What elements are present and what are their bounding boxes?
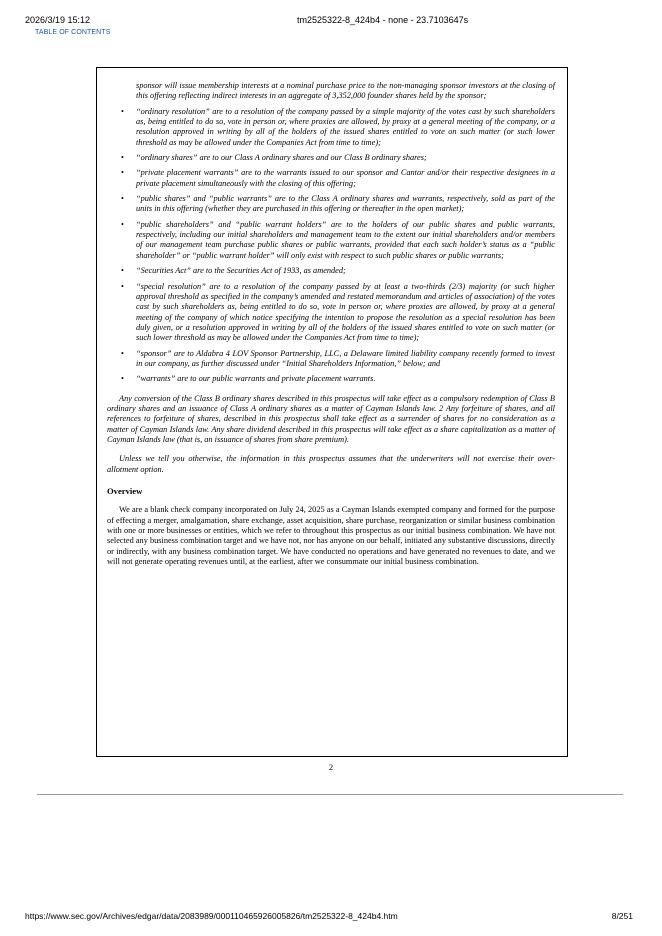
definition-item bbox=[107, 266, 555, 276]
bullet-icon: • bbox=[121, 106, 124, 116]
print-url: https://www.sec.gov/Archives/edgar/data/2083989/000110465926005826/tm2525322-8_424b4.htm bbox=[25, 911, 398, 921]
bullet-icon: • bbox=[121, 168, 124, 178]
document-page-frame bbox=[96, 67, 568, 757]
definition-text: “ordinary shares” are to our Class A ordinary shares and our Class B ordinary shares; bbox=[136, 153, 427, 163]
definitions-list bbox=[107, 107, 555, 385]
definition-item bbox=[107, 107, 555, 148]
definition-text: “public shareholders” and “public warrant holders” are to the holders of our public shares and public warrants, respectively, including our initial shareholders and management team to the extent our initial shareholders and/or members of our management team purchase public shares or public warrants, provided that each such holder’s status as a “public shareholder” or “public warrant holder” will only exist with respect to such public shares or public warrants; bbox=[136, 219, 555, 260]
bullet-icon: • bbox=[121, 219, 124, 229]
definition-item bbox=[107, 168, 555, 189]
bullet-icon: • bbox=[121, 281, 124, 291]
bullet-icon: • bbox=[121, 266, 124, 276]
page-divider bbox=[37, 794, 623, 795]
definition-text: “warrants” are to our public warrants and private placement warrants. bbox=[136, 374, 376, 384]
definition-text: “public shares” and “public warrants” are to the Class A ordinary shares and warrants, respectively, sold as part of the units in this offering (whether they are purchased in this offering or thereafter in the open market); bbox=[136, 194, 555, 214]
definition-item bbox=[107, 349, 555, 370]
overview-heading: Overview bbox=[107, 486, 143, 496]
table-of-contents-link[interactable]: TABLE OF CONTENTS bbox=[35, 29, 111, 36]
definition-item bbox=[107, 282, 555, 344]
definition-item bbox=[107, 220, 555, 261]
definition-text: “Securities Act” are to the Securities Act of 1933, as amended; bbox=[136, 266, 346, 276]
document-content bbox=[107, 81, 555, 567]
bullet-icon: • bbox=[121, 153, 124, 163]
print-date: 2026/3/19 15:12 bbox=[25, 15, 91, 25]
bullet-icon: • bbox=[121, 374, 124, 384]
definition-text: “sponsor” are to Aldabra 4 LOV Sponsor Partnership, LLC, a Delaware limited liability company recently formed to invest in our company, as further discussed under “Initial Shareholders Information,” below; and bbox=[136, 348, 555, 368]
print-doc-title: tm2525322-8_424b4 - none - 23.7103647s bbox=[297, 15, 469, 25]
definition-item bbox=[107, 194, 555, 215]
continued-definition-text: sponsor will issue membership interests at a nominal purchase price to the non-managing sponsor investors at the closing of this offering reflecting indirect interests in an aggregate of 3,352,000 founder shares held by the sponsor; bbox=[136, 81, 555, 101]
conversion-paragraph: Any conversion of the Class B ordinary shares described in this prospectus will take effect as a compulsory redemption of Class B ordinary shares and an issuance of Class A ordinary shares as a matter of Cayman Islands law. 2 Any forfeiture of shares, and all references to forfeiture of shares, described in this prospectus shall take effect as a surrender of shares for no consideration as a matter of Cayman Islands law. Any share dividend described in this prospectus will take effect as a share capitalization as a matter of Cayman Islands law (that is, an issuance of shares from share premium). bbox=[107, 393, 555, 444]
page-number: 2 bbox=[328, 762, 334, 772]
overallotment-paragraph: Unless we tell you otherwise, the information in this prospectus assumes that the underwriters will not exercise their over-allotment option. bbox=[107, 454, 555, 474]
bullet-icon: • bbox=[121, 194, 124, 204]
print-page-count: 8/251 bbox=[611, 911, 633, 921]
definition-text: “special resolution” are to a resolution of the company passed by at least a two-thirds (2/3) majority (or such higher approval threshold as specified in the company’s amended and restated memorandum and articles of association) of the votes cast by such shareholders as, being entitled to do so, vote in person or, where proxies are allowed, by proxy at a general meeting of the company of which notice specifying the intention to propose the resolution as a special resolution has been duly given, or a resolution approved in writing by all of the holders of the issued shares entitled to vote on such matter (or such lower threshold as may be allowed under the Companies Act from time to time); bbox=[136, 281, 555, 343]
bullet-icon: • bbox=[121, 348, 124, 358]
definition-item bbox=[107, 374, 555, 384]
definition-text: “ordinary resolution” are to a resolution of the company passed by a simple majority of the votes cast by such shareholders as, being entitled to do so, vote in person or, where proxies are allowed, by proxy at a general meeting of the company, or a resolution approved in writing by all of the holders of the issued shares entitled to vote on such matter (or such lower threshold as may be allowed under the Companies Act from time to time); bbox=[136, 106, 555, 147]
definition-text: “private placement warrants” are to the warrants issued to our sponsor and Cantor and/or their respective designees in a private placement simultaneously with the closing of this offering; bbox=[136, 168, 555, 188]
definition-item bbox=[107, 153, 555, 163]
overview-paragraph: We are a blank check company incorporated on July 24, 2025 as a Cayman Islands exempted company and formed for the purpose of effecting a merger, amalgamation, share exchange, asset acquisition, share purchase, reorganization or similar business combination with one or more businesses or entities, which we refer to throughout this prospectus as our initial business combination. We have not selected any business combination target and we have not, nor has anyone on our behalf, initiated any substantive discussions, directly or indirectly, with any business combination target. We have conducted no operations and have generated no revenues to date, and we will not generate operating revenues until, at the earliest, after we consummate our initial business combination. bbox=[107, 505, 555, 567]
